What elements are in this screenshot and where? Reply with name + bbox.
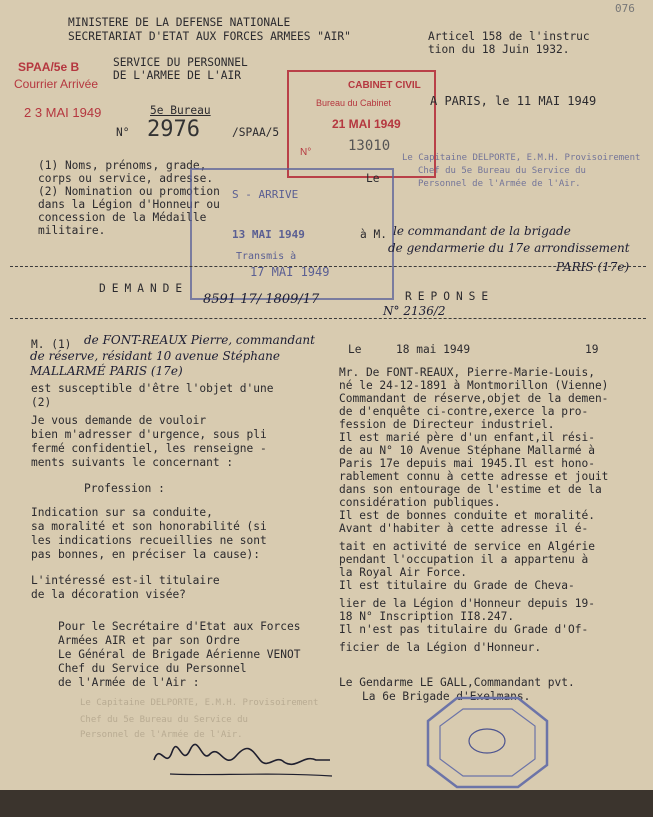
header-article-1: Articel 158 de l'instruc bbox=[428, 30, 590, 43]
response-line-13: Avant d'habiter à cette adresse il é- bbox=[339, 522, 589, 535]
request-hand-2: de réserve, résidant 10 avenue Stéphane bbox=[30, 349, 281, 363]
request-decoration-2: de la décoration visée? bbox=[31, 588, 186, 601]
response-line-8: Paris 17e depuis mai 1945.Il est hono- bbox=[339, 457, 595, 470]
response-line-1: Mr. De FONT-REAUX, Pierre-Marie-Louis, bbox=[339, 366, 595, 379]
request-sign-5: de l'Armée de l'Air : bbox=[58, 676, 200, 689]
corner-page-number: 076 bbox=[615, 2, 635, 15]
response-le: Le bbox=[348, 343, 362, 356]
request-para-2: bien m'adresser d'urgence, sous pli bbox=[31, 428, 267, 441]
stamp-cabinet-number: 13010 bbox=[348, 138, 391, 154]
request-hand-3: MALLARMÉ PARIS (17e) bbox=[30, 364, 183, 378]
request-para-1: Je vous demande de vouloir bbox=[31, 414, 207, 427]
header-service-1: SERVICE DU PERSONNEL bbox=[113, 56, 248, 69]
response-line-11: considération publiques. bbox=[339, 496, 501, 509]
request-sign-3: Le Général de Brigade Aérienne VENOT bbox=[58, 648, 301, 661]
request-conduct-3: les indications recueillies ne sont bbox=[31, 534, 267, 547]
handwritten-ref-2: N° 2136/2 bbox=[383, 304, 446, 318]
stamp-transit-label: Transmis à bbox=[236, 251, 297, 262]
request-line-2: (2) bbox=[31, 396, 52, 409]
le-label: Le bbox=[366, 172, 380, 185]
note-2-line-2: dans la Légion d'Honneur ou bbox=[38, 198, 220, 211]
addressee-line-1: le commandant de la brigade bbox=[393, 224, 571, 238]
response-line-2: né le 24-12-1891 à Montmorillon (Vienne) bbox=[339, 379, 609, 392]
response-date: 18 mai 1949 bbox=[396, 343, 471, 356]
request-sign-4: Chef du Service du Personnel bbox=[58, 662, 247, 675]
addressee-line-2: de gendarmerie du 17e arrondissement bbox=[388, 241, 630, 255]
stamp-officer-2: Chef du 5e Bureau du Service du bbox=[418, 166, 586, 176]
request-sign-1: Pour le Secrétaire d'Etat aux Forces bbox=[58, 620, 301, 633]
octagonal-seal bbox=[425, 695, 550, 790]
addressee-city: PARIS (17e) bbox=[556, 260, 630, 274]
request-hand-1: de FONT-REAUX Pierre, commandant bbox=[84, 333, 315, 347]
request-conduct-2: sa moralité et son honorabilité (si bbox=[31, 520, 267, 533]
number-label: N° bbox=[116, 126, 130, 139]
response-line-21: ficier de la Légion d'Honneur. bbox=[339, 641, 542, 654]
stamp-cabinet-no: N° bbox=[300, 147, 312, 158]
note-2-line-3: concession de la Médaille bbox=[38, 211, 207, 224]
header-service-2: DE L'ARMEE DE L'AIR bbox=[113, 69, 241, 82]
stamp-transit-arrive: S - ARRIVE bbox=[232, 188, 299, 201]
header-article-2: tion du 18 Juin 1932. bbox=[428, 43, 570, 56]
faint-stamp-3: Personnel de l'Armée de l'Air. bbox=[80, 730, 243, 740]
handwritten-ref-1: 8591 17/ 1809/17 bbox=[203, 292, 320, 307]
stamp-courrier: Courrier Arrivée bbox=[14, 77, 99, 91]
response-line-7: de au N° 10 Avenue Stéphane Mallarmé à bbox=[339, 444, 595, 457]
header-secretariat: SECRETARIAT D'ETAT AUX FORCES ARMEES "AIR" bbox=[68, 30, 351, 43]
stamp-cabinet-title: CABINET CIVIL bbox=[348, 80, 421, 91]
response-signature-1: Le Gendarme LE GALL,Commandant pvt. bbox=[339, 676, 575, 689]
document-number: 2976 bbox=[147, 117, 200, 142]
response-line-14: tait en activité de service en Algérie bbox=[339, 540, 595, 553]
request-decoration-1: L'intéressé est-il titulaire bbox=[31, 574, 220, 587]
response-line-17: Il est titulaire du Grade de Cheva- bbox=[339, 579, 575, 592]
stamp-officer-1: Le Capitaine DELPORTE, E.M.H. Provisoirement bbox=[402, 153, 641, 163]
faint-stamp-2: Chef du 5e Bureau du Service du bbox=[80, 715, 248, 725]
request-m-label: M. (1) bbox=[31, 338, 72, 351]
heading-reponse: REPONSE bbox=[405, 290, 495, 303]
response-line-20: Il n'est pas titulaire du Grade d'Of- bbox=[339, 623, 589, 636]
stamp-officer-3: Personnel de l'Armée de l'Air. bbox=[418, 179, 581, 189]
scan-bottom-edge bbox=[0, 790, 653, 817]
request-line-1: est susceptible d'être l'objet d'une bbox=[31, 382, 274, 395]
heading-demande: DEMANDE bbox=[99, 282, 189, 295]
response-line-9: rablement connu à cette adresse et jouit bbox=[339, 470, 609, 483]
stamp-received-date: 2 3 MAI 1949 bbox=[24, 105, 102, 120]
stamp-spaa: SPAA/5e B bbox=[18, 60, 80, 74]
note-1-line-1: (1) Noms, prénoms, grade, bbox=[38, 159, 207, 172]
response-line-18: lier de la Légion d'Honneur depuis 19- bbox=[339, 597, 595, 610]
faint-stamp-1: Le Capitaine DELPORTE, E.M.H. Provisoirement bbox=[80, 698, 319, 708]
request-profession: Profession : bbox=[84, 482, 165, 495]
response-line-6: Il est marié père d'un enfant,il rési- bbox=[339, 431, 595, 444]
response-line-15: pendant l'occupation il a appartenu à bbox=[339, 553, 589, 566]
note-2-line-1: (2) Nomination ou promotion bbox=[38, 185, 220, 198]
note-2-line-4: militaire. bbox=[38, 224, 106, 237]
response-line-3: Commandant de réserve,objet de la demen- bbox=[339, 392, 609, 405]
response-signature-2: La 6e Brigade d'Exelmans. bbox=[362, 690, 531, 703]
addressee-prefix: à M. bbox=[360, 228, 387, 241]
response-line-10: dans son entourage de l'estime et de la bbox=[339, 483, 602, 496]
response-line-16: la Royal Air Force. bbox=[339, 566, 467, 579]
request-sign-2: Armées AIR et par son Ordre bbox=[58, 634, 240, 647]
bureau-label: 5e Bureau bbox=[150, 104, 211, 117]
request-para-3: fermé confidentiel, les renseigne - bbox=[31, 442, 267, 455]
header-ministry: MINISTERE DE LA DEFENSE NATIONALE bbox=[68, 16, 291, 29]
signature-mark bbox=[150, 730, 335, 785]
request-para-4: ments suivants le concernant : bbox=[31, 456, 234, 469]
request-conduct-1: Indication sur sa conduite, bbox=[31, 506, 213, 519]
spaa-ref: /SPAA/5 bbox=[232, 126, 280, 139]
stamp-transit-date: 13 MAI 1949 bbox=[232, 228, 305, 241]
columns-divider bbox=[10, 318, 646, 320]
response-year: 19 bbox=[585, 343, 599, 356]
response-line-19: 18 N° Inscription II8.247. bbox=[339, 610, 515, 623]
response-line-12: Il est de bonnes conduite et moralité. bbox=[339, 509, 595, 522]
response-line-4: de d'enquête ci-contre,exerce la pro- bbox=[339, 405, 589, 418]
stamp-cabinet-date: 21 MAI 1949 bbox=[332, 117, 401, 131]
stamp-transit-date-2: 17 MAI 1949 bbox=[250, 265, 330, 279]
response-line-5: fession de Directeur industriel. bbox=[339, 418, 555, 431]
note-1-line-2: corps ou service, adresse. bbox=[38, 172, 214, 185]
top-divider bbox=[10, 266, 646, 268]
place-date: A PARIS, le 11 MAI 1949 bbox=[430, 94, 597, 108]
request-conduct-4: pas bonnes, en préciser la cause): bbox=[31, 548, 261, 561]
stamp-cabinet-bureau: Bureau du Cabinet bbox=[316, 98, 392, 108]
